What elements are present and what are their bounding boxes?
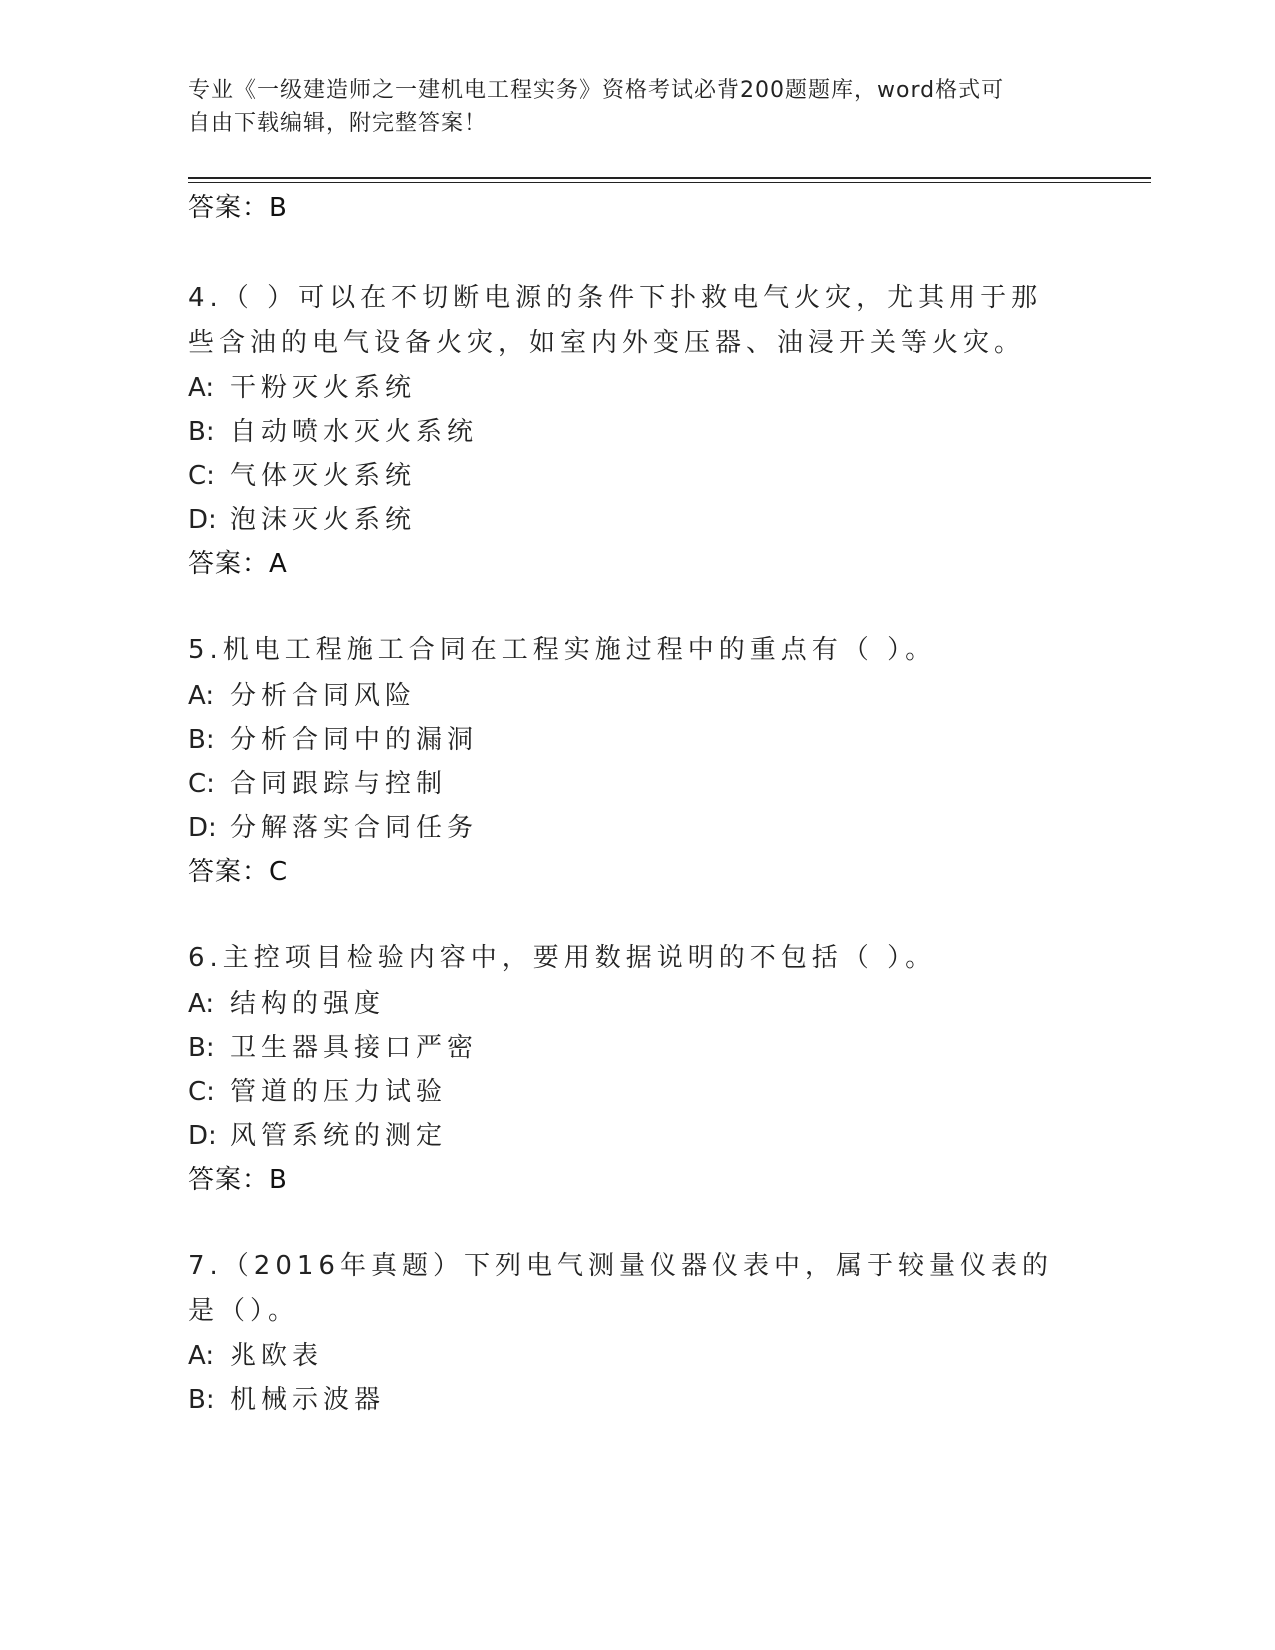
question-7-option-a [188, 1340, 323, 1372]
header-line-2: 自由下载编辑，附完整答案！ [188, 111, 488, 136]
option-text: 气体灭火系统 [230, 461, 417, 491]
option-label: A: [188, 373, 215, 403]
option-text: 泡沫灭火系统 [230, 505, 417, 535]
header-divider-thin [188, 182, 1151, 183]
option-text: 分析合同中的漏洞 [230, 725, 479, 755]
question-5-option-b [188, 724, 478, 756]
question-5-text: 5.机电工程施工合同在工程实施过程中的重点有（ ）。 [188, 635, 937, 665]
option-text: 分解落实合同任务 [230, 813, 479, 843]
option-label: A: [188, 1341, 215, 1371]
question-4-option-c [188, 460, 416, 492]
question-6-text: 6.主控项目检验内容中，要用数据说明的不包括（ ）。 [188, 943, 937, 973]
question-5-option-d [188, 812, 478, 844]
question-6-option-c [188, 1076, 447, 1108]
question-5-answer: 答案：C [188, 857, 289, 887]
option-label: C: [188, 769, 215, 799]
option-text: 管道的压力试验 [230, 1077, 448, 1107]
option-label: D: [188, 1121, 217, 1151]
question-7-text: 7.（2016年真题）下列电气测量仪器仪表中，属于较量仪表的是（）。 [188, 1251, 1053, 1326]
question-6-option-a [188, 988, 385, 1020]
previous-answer: 答案：B [188, 193, 288, 223]
option-label: A: [188, 681, 215, 711]
document-header [188, 74, 1088, 140]
option-text: 风管系统的测定 [230, 1121, 448, 1151]
question-6-answer: 答案：B [188, 1165, 288, 1195]
option-text: 机械示波器 [230, 1385, 386, 1415]
question-4-option-b [188, 416, 478, 448]
option-text: 结构的强度 [230, 989, 386, 1019]
question-4-option-d [188, 504, 416, 536]
question-6-option-b [188, 1032, 478, 1064]
header-divider [188, 177, 1151, 179]
question-7-option-b [188, 1384, 385, 1416]
option-text: 自动喷水灭火系统 [230, 417, 479, 447]
option-label: D: [188, 813, 217, 843]
option-text: 卫生器具接口严密 [230, 1033, 479, 1063]
option-label: B: [188, 1385, 215, 1415]
option-label: B: [188, 725, 215, 755]
question-5-option-c [188, 768, 447, 800]
option-label: C: [188, 461, 215, 491]
question-4-answer: 答案：A [188, 549, 288, 579]
question-4-text: 4.（ ）可以在不切断电源的条件下扑救电气火灾，尤其用于那些含油的电气设备火灾，如室内外变压器、油浸开关等火灾。 [188, 283, 1043, 358]
header-line-1: 专业《一级建造师之一建机电工程实务》资格考试必背200题题库，word格式可 [188, 78, 1005, 103]
option-text: 兆欧表 [230, 1341, 324, 1371]
option-label: B: [188, 417, 215, 447]
option-label: C: [188, 1077, 215, 1107]
option-text: 干粉灭火系统 [230, 373, 417, 403]
option-label: D: [188, 505, 217, 535]
question-4-option-a [188, 372, 416, 404]
question-6-option-d [188, 1120, 447, 1152]
option-text: 分析合同风险 [230, 681, 417, 711]
option-text: 合同跟踪与控制 [230, 769, 448, 799]
option-label: A: [188, 989, 215, 1019]
option-label: B: [188, 1033, 215, 1063]
question-5-option-a [188, 680, 416, 712]
